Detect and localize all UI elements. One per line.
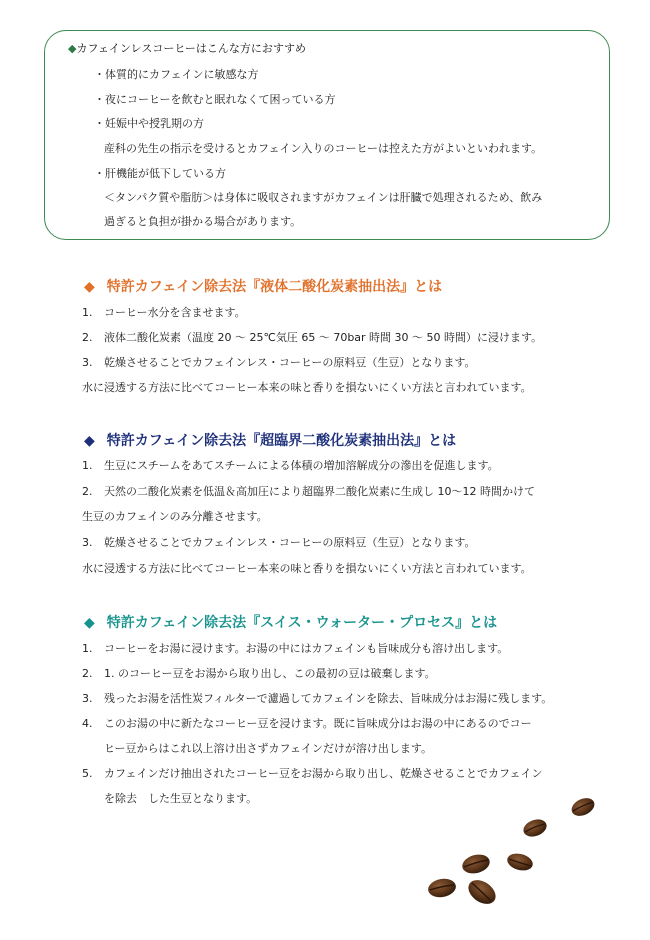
recommend-box bbox=[44, 30, 610, 240]
coffee-bean bbox=[427, 877, 458, 900]
list-item-continuation: 生豆のカフェインのみ分離させます。 bbox=[82, 510, 268, 523]
coffee-bean bbox=[464, 875, 500, 909]
list-item: 1. コーヒー水分を含ませます。 bbox=[82, 306, 246, 319]
section-note: 水に浸透する方法に比べてコーヒー本来の味と香りを損ないにくい方法と言われています。 bbox=[82, 381, 532, 394]
diamond-bullet-icon: ◆ bbox=[68, 42, 77, 55]
recommend-line: 過ぎると負担が掛かる場合があります。 bbox=[104, 215, 302, 228]
list-item: 4. このお湯の中に新たなコーヒー豆を浸けます。既に旨味成分はお湯の中にあるのでコー bbox=[82, 717, 532, 730]
list-item: 1. 生豆にスチームをあてスチームによる体積の増加溶解成分の滲出を促進します。 bbox=[82, 459, 499, 472]
list-item: 1. コーヒーをお湯に浸けます。お湯の中にはカフェインも旨味成分も溶け出します。 bbox=[82, 642, 509, 655]
coffee-bean bbox=[569, 795, 598, 820]
recommend-line: ＜タンパク質や脂肪＞は身体に吸収されますがカフェインは肝臓で処理されるため、飲み bbox=[104, 191, 543, 204]
section-heading-liquid-co2: ◆ 特許カフェイン除去法『液体二酸化炭素抽出法』とは bbox=[84, 279, 443, 295]
section-note: 水に浸透する方法に比べてコーヒー本来の味と香りを損ないにくい方法と言われています。 bbox=[82, 562, 532, 575]
section-heading-swiss-water: ◆ 特許カフェイン除去法『スイス・ウォーター・プロセス』とは bbox=[84, 615, 498, 631]
recommend-line: ・体質的にカフェインに敏感な方 bbox=[94, 68, 259, 81]
recommend-line: ・妊娠中や授乳期の方 bbox=[94, 117, 204, 130]
list-item-continuation: ヒー豆からはこれ以上溶け出さずカフェインだけが溶け出します。 bbox=[104, 742, 433, 755]
list-item-continuation: を除去 した生豆となります。 bbox=[104, 792, 258, 805]
diamond-bullet-icon: ◆ bbox=[84, 615, 95, 631]
recommend-line: ・夜にコーヒーを飲むと眠れなくて困っている方 bbox=[94, 93, 336, 106]
recommend-title: ◆カフェインレスコーヒーはこんな方におすすめ bbox=[68, 42, 306, 55]
coffee-bean bbox=[521, 816, 549, 839]
coffee-bean bbox=[460, 852, 492, 877]
list-item: 2. 天然の二酸化炭素を低温＆高加圧により超臨界二酸化炭素に生成し 10～12 時間かけて bbox=[82, 485, 535, 498]
diamond-bullet-icon: ◆ bbox=[84, 433, 95, 449]
list-item: 3. 残ったお湯を活性炭フィルターで濾過してカフェインを除去、旨味成分はお湯に残します。 bbox=[82, 692, 553, 705]
list-item: 5. カフェインだけ抽出されたコーヒー豆をお湯から取り出し、乾燥させることでカフェイン bbox=[82, 767, 543, 780]
coffee-bean bbox=[505, 851, 534, 873]
section-heading-supercritical-co2: ◆ 特許カフェイン除去法『超臨界二酸化炭素抽出法』とは bbox=[84, 433, 457, 449]
list-item: 2. 1. のコーヒー豆をお湯から取り出し、この最初の豆は破棄します。 bbox=[82, 667, 436, 680]
list-item: 3. 乾燥させることでカフェインレス・コーヒーの原料豆（生豆）となります。 bbox=[82, 536, 476, 549]
list-item: 2. 液体二酸化炭素（温度 20 ～ 25℃気圧 65 ～ 70bar 時間 30 ～ 50 時間）に浸けます。 bbox=[82, 331, 543, 344]
coffee-beans-icon bbox=[420, 780, 650, 940]
diamond-bullet-icon: ◆ bbox=[84, 279, 95, 295]
list-item: 3. 乾燥させることでカフェインレス・コーヒーの原料豆（生豆）となります。 bbox=[82, 356, 476, 369]
recommend-line: ・肝機能が低下している方 bbox=[94, 167, 226, 180]
recommend-line: 産科の先生の指示を受けるとカフェイン入りのコーヒーは控えた方がよいといわれます。 bbox=[104, 142, 543, 155]
